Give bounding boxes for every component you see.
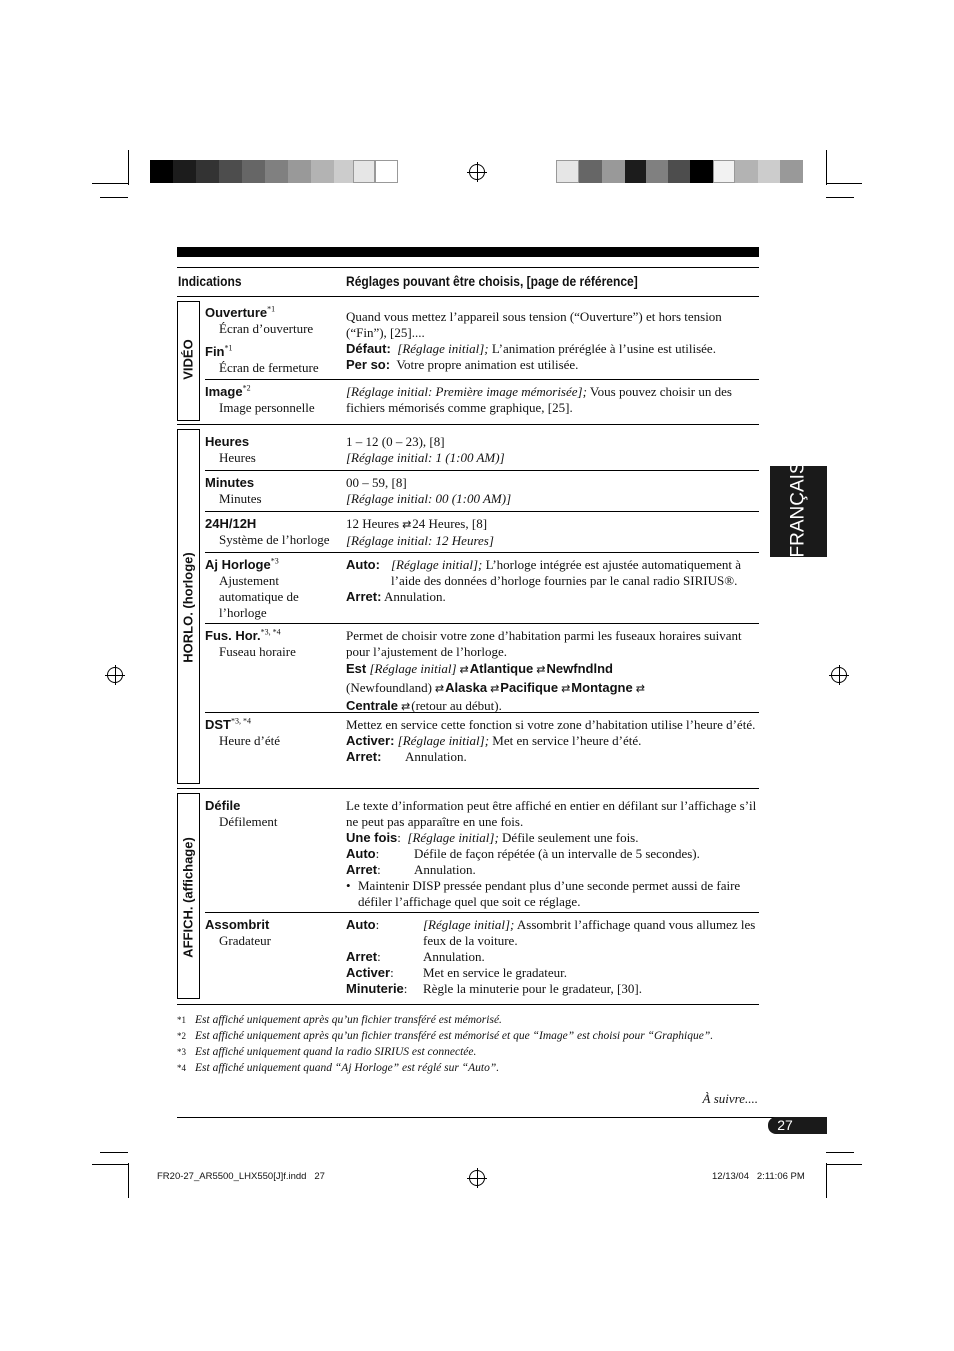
fin-name: Fin [205,344,225,359]
section-video-label: VIDÉO [180,339,196,380]
page-number-tab [768,1117,827,1134]
section-affich-label: AFFICH. (affichage) [180,837,196,958]
item-minutes: Minutes Minutes [205,475,262,506]
registration-mark-right [831,667,847,683]
footnotes: *1 Est affiché uniquement après qu’un fichier transféré est mémorisé. *2 Est affiché uniquement après qu’un fichier transféré est mémorisé et que “Image” est choisi pour “Graphique”. *3 Est affiché uniquement quand la radio SIRIUS est connectée. *4 Est affiché uniquement quand “Aj Horloge” est réglé sur “Auto”. [177,1014,714,1074]
header-indications: Indications [178,273,242,289]
print-date-info: 12/13/04 2:11:06 PM [712,1171,805,1182]
section-horlo-box [177,429,199,784]
item-assombrit: Assombrit Gradateur [205,917,271,948]
registration-mark-top [469,164,485,180]
dst-settings: Mettez en service cette fonction si votre zone d’habitation utilise l’heure d’été. Activer: [Réglage initial]; Met en service l’heure d’été. Arret: Annulation. [346,717,756,764]
item-dst: $DST^{*3, *4}$ Heure d’été [205,716,280,748]
print-file-info: FR20-27_AR5500_LHX550[J]f.indd 27 [157,1171,325,1182]
item-aj-horloge: Aj Horloge$^{*3}$ Ajustement automatique de l’horloge [205,556,299,620]
section-affich-box [177,793,199,999]
ouverture-sub: Écran d’ouverture [219,321,314,336]
fus-settings: Permet de choisir votre zone d’habitation parmi les fuseaux horaires suivant pour l’ajustement de l’horloge. Est [Réglage initial] ⇄ Atlantique ⇄ Newfndlnd (Newfoundland) ⇄ Alaska ⇄ Pacifique ⇄ Montagne ⇄ Centrale ⇄ (retour au début). [346,628,742,713]
fin-sub: Écran de fermeture [219,360,319,375]
item-defile: Défile Défilement [205,798,278,829]
registration-mark-left [107,667,123,683]
image-settings: [Réglage initial: Première image mémorisée]; Vous pouvez choisir un des fichiers mémorisés comme graphique, [25]. [346,384,732,415]
minutes-settings: 00 – 59, [8] [Réglage initial: 00 (1:00 AM)] [346,475,512,506]
item-fus-hor: Fus. Hor.$^{*3, *4}$ Fuseau horaire [205,627,296,659]
assombrit-settings: Auto: [Réglage initial]; Assombrit l’affichage quand vous allumez les feux de la voiture. Arret: Annulation. Activer: Met en service le gradateur. Minuterie: Règle la minuterie pour le gradateur, [30]. [346,917,756,996]
heures-settings: 1 – 12 (0 – 23), [8] [Réglage initial: 1 (1:00 AM)] [346,434,505,465]
h24-settings: 12 Heures ⇄ 24 Heures, [8] [Réglage initial: 12 Heures] [346,516,494,548]
defile-settings: Le texte d’information peut être affiché en entier en défilant sur l’affichage s’il ne peut pas apparaître en une fois. Une fois: [Réglage initial]; Défile seulement une fois. Auto: Défile de façon répétée (à un intervalle de 5 secondes). Arret: Annulation. • Maintenir DISP pressée pendant plus d’une seconde permet aussi de faire défiler l’affichage quel que soit ce réglage. [346,798,757,909]
ouverture-settings: Quand vous mettez l’appareil sous tension (“Ouverture”) et hors tension (“Fin”), [25].... Défaut: [Réglage initial]; L’animation préréglée à l’usine est utilisée. Per so: Votre propre animation est utilisée. [346,309,722,372]
section-video-box [177,301,199,421]
section-horlo-label: HORLO. (horloge) [180,552,196,663]
page-number: 27 [777,1117,793,1133]
language-tab-label: FRANÇAIS [787,461,809,558]
registration-mark-bottom [469,1170,485,1186]
ouverture-name: Ouverture [205,305,268,320]
item-image: Image$^{*2}$ Image personnelle [205,383,315,415]
suivre-note: À suivre.... [702,1091,758,1106]
top-black-rule [177,247,759,257]
language-tab [770,461,827,558]
header-reglages: Réglages pouvant être choisis, [page de référence] [346,273,638,289]
item-24h12h: 24H/12H Système de l’horloge [205,516,330,547]
item-ouverture: Ouverture$^{*1}$ Écran d’ouverture Fin$^{*1}$ Écran de fermeture [205,305,345,376]
ajh-settings: Auto: [Réglage initial]; L’horloge intégrée est ajustée automatiquement à l’aide des données d’horloge fournies par le canal radio SIRIUS®. Arret: Annulation. [346,557,742,604]
item-heures: Heures Heures [205,434,256,465]
toggle-arrows-icon: ⇄ [402,519,410,531]
